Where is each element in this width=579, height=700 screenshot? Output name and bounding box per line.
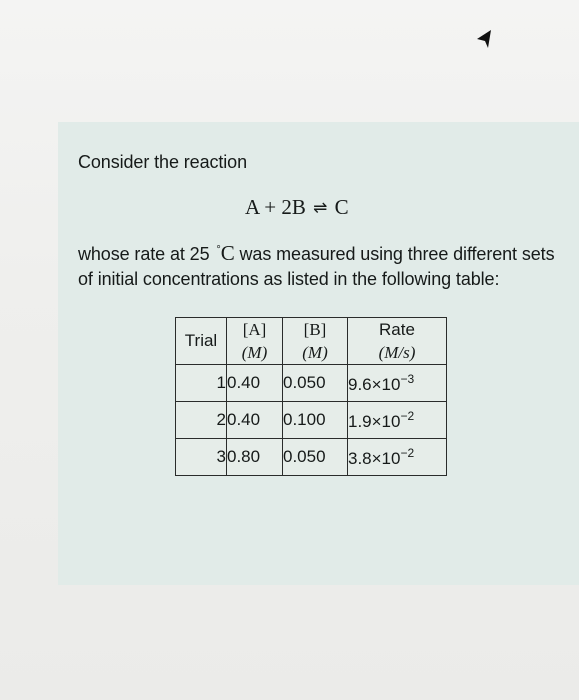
cell-rate xyxy=(348,439,447,476)
header-conc-b-unit: (M) xyxy=(302,343,328,362)
cell-rate xyxy=(348,365,447,402)
cell-trial: 1 xyxy=(176,365,227,402)
equilibrium-arrow-icon: ⇌ xyxy=(313,198,328,217)
cell-trial: 3 xyxy=(176,439,227,476)
rate-mantissa: 3.8×10 xyxy=(348,448,401,468)
cell-conc-a: 0.40 xyxy=(227,402,283,439)
cell-conc-b: 0.100 xyxy=(283,402,348,439)
description-text xyxy=(78,238,573,292)
cell-conc-b: 0.050 xyxy=(283,365,348,402)
mouse-pointer-icon xyxy=(471,26,497,52)
table-row xyxy=(176,365,447,402)
temperature-unit: C xyxy=(220,241,235,265)
equation-reactants: A + 2B xyxy=(245,195,306,219)
table-row xyxy=(176,402,447,439)
rate-mantissa: 9.6×10 xyxy=(348,374,401,394)
header-rate-unit: (M/s) xyxy=(378,343,416,362)
cell-conc-a: 0.40 xyxy=(227,365,283,402)
description-lead: whose rate at 25 xyxy=(78,244,210,264)
rate-mantissa: 1.9×10 xyxy=(348,411,401,431)
cell-trial: 2 xyxy=(176,402,227,439)
intro-text: Consider the reaction xyxy=(78,152,247,172)
header-conc-a-unit: (M) xyxy=(241,343,268,362)
rate-exponent: −2 xyxy=(400,445,415,460)
cell-conc-b: 0.050 xyxy=(283,439,348,476)
table-row xyxy=(176,439,447,476)
rate-exponent: −3 xyxy=(400,371,415,386)
reaction-equation xyxy=(245,195,349,220)
degree-symbol: ° xyxy=(216,244,221,256)
header-conc-b-label: [B] xyxy=(303,320,327,339)
cell-conc-a: 0.80 xyxy=(227,439,283,476)
description-tail: was measured using three different sets of initial concentrations as listed in the following table: xyxy=(78,244,555,289)
header-conc-a xyxy=(227,318,283,365)
rate-exponent: −2 xyxy=(400,408,415,423)
header-conc-a-label: [A] xyxy=(242,320,267,339)
header-trial: Trial xyxy=(176,318,227,365)
question-card xyxy=(58,122,579,585)
header-rate-label: Rate xyxy=(379,320,415,339)
table-header-row xyxy=(176,318,447,365)
rate-data-table xyxy=(175,317,447,476)
equation-product: C xyxy=(334,195,349,219)
header-conc-b xyxy=(283,318,348,365)
header-rate xyxy=(348,318,447,365)
cell-rate xyxy=(348,402,447,439)
